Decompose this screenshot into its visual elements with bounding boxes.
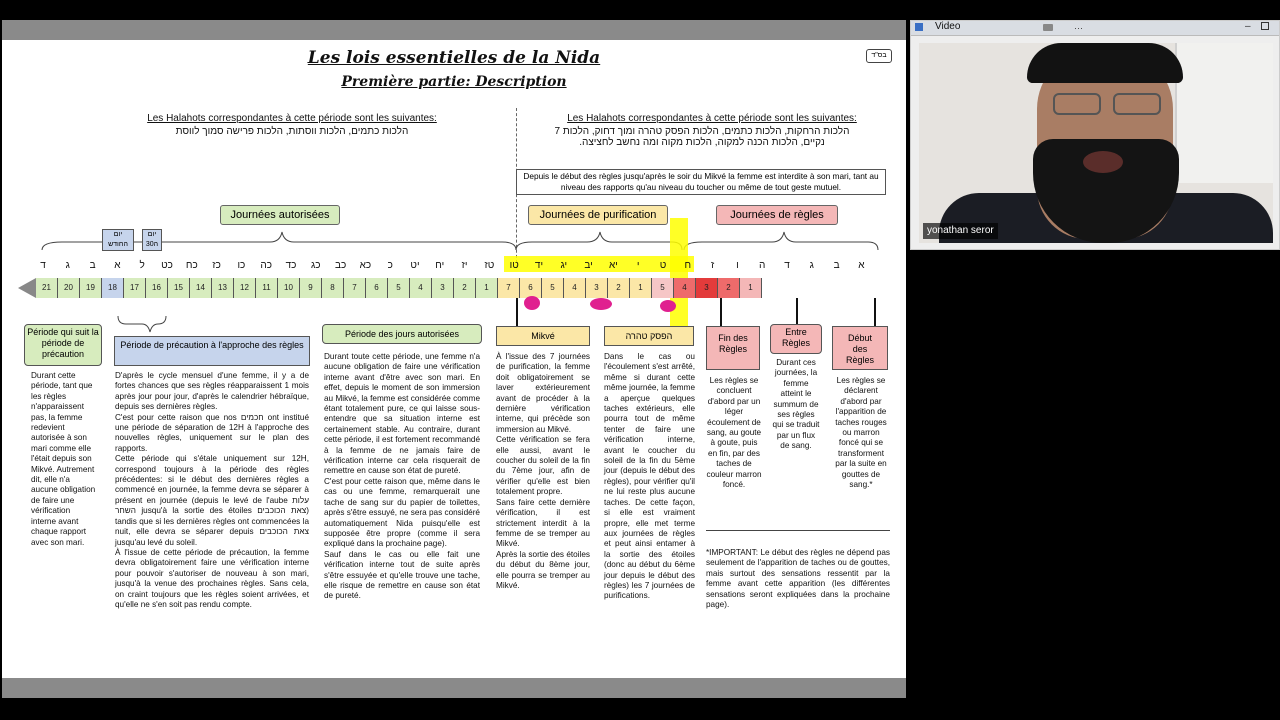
timeline-cell: 15	[168, 278, 190, 298]
timeline-cell: 12	[234, 278, 256, 298]
marker-dot	[590, 298, 612, 310]
timeline-cell: 5	[542, 278, 564, 298]
hebrew-letter: ח	[684, 260, 692, 271]
hebrew-letter: כח	[185, 260, 198, 271]
top-note-box: Depuis le début des règles jusqu'après le soir du Mikvé la femme est interdite à son mari, tant au niveau des rapports qu'au niveau du toucher ou même de tout geste mutuel.	[516, 169, 886, 195]
col-mikve-head: Mikvé	[496, 326, 590, 346]
col-precaution-text: Durant cette période, tant que les règles n'apparaissent pas, la femme redevient autorisée à son mari comme elle l'était depuis son Mikvé. Autrement dit, elle n'a aucune obligation de faire une vérification interne avant chaque rapport avec son mari.	[31, 371, 96, 547]
video-feed	[919, 43, 1273, 243]
page-title: Les lois essentielles de la Nida	[307, 48, 601, 68]
hebrew-letter: טז	[484, 260, 495, 271]
hebrew-letter: יב	[584, 260, 593, 271]
marker-dot	[660, 300, 676, 312]
left-halakhot-hebrew: הלכות כתמים, הלכות ווסתות, הלכות פרישה סמוך לווסת	[175, 126, 409, 137]
hebrew-letter: כד	[285, 260, 297, 271]
timeline-cell: 3	[696, 278, 718, 298]
timeline-cell: 21	[36, 278, 58, 298]
note-separator	[706, 530, 890, 531]
col-entre-head: Entre Règles	[770, 324, 822, 354]
timeline-cell: 19	[80, 278, 102, 298]
timeline-cell: 1	[476, 278, 498, 298]
hebrew-letter: ב	[89, 260, 96, 271]
hebrew-letter: ג	[809, 260, 814, 271]
hebrew-letter: יג	[560, 260, 568, 271]
timeline-cell: 6	[366, 278, 388, 298]
label-journees-autorisees: Journées autorisées	[220, 205, 340, 225]
video-panel[interactable]	[910, 20, 1280, 250]
maximize-icon[interactable]	[1261, 22, 1269, 30]
timeline-cell: 5	[388, 278, 410, 298]
timeline-cell: 7	[344, 278, 366, 298]
col-precaution-head: Période qui suit la période de précaution	[24, 324, 102, 366]
right-halakhot-hebrew: הלכות הרחקות, הלכות כתמים, הלכות הפסק טהרה ומוך דחוק, הלכות 7 נקיים, הלכות הכנה למקוה, הלכות מקוה ומה נחשב לחציצה.	[554, 126, 850, 148]
participant-name: yonathan seror	[923, 223, 998, 239]
col-approche-text: D'après le cycle mensuel d'une femme, il y a de fortes chances que ses règles réapparaissent 1 mois après jour pour jour, d'après le calendrier hébraïque, depuis ses dernières règles. C'est pour cette raison que nos חכמים ont institué une période de séparation de 12H à l'approche des nouvelles règles, uniquement sur le plan des rapports. Cette période qui s'étale uniquement sur 12H, correspond toujours à la période des règles précédentes: si le début des dernières règles a commencé en journée, la femme devra se séparer à présent en journée (depuis le levé de l'aube עלות השחר jusqu'à la sortie des étoiles צאת הכוכבים) tandis que si les dernières règles ont commencées la nuit, elle devra se séparer depuis צאת הכוכבים jusqu'au levé du soleil. À l'issue de cette période de précaution, la femme devra obligatoirement faire une vérification interne pour pouvoir s'autoriser de nouveau à son mari, jusqu'à la venue des prochaines règles. Sans cela, on craint toujours que les règles soient arrivées, et qu'elle ne s'en soit pas rendu compte.	[115, 371, 309, 609]
marker-dot	[524, 296, 540, 310]
slide-panel	[2, 20, 906, 698]
divider-line	[720, 298, 722, 326]
video-title: Video	[935, 21, 961, 32]
tag-yom-hahodesh: יום החודש	[102, 229, 134, 251]
bsd-badge: בס"ד	[866, 49, 892, 63]
page-subtitle: Première partie: Description	[341, 74, 567, 90]
hebrew-letter: ד	[40, 260, 46, 271]
hebrew-letter: כז	[212, 260, 221, 271]
col-autorises-head: Période des jours autorisées	[322, 324, 482, 344]
col-autorises-text: Durant toute cette période, une femme n'a aucune obligation de faire une vérification interne avant d'être avec son mari. En effet, depuis le moment de son immersion au Mikvé, la femme est considérée comme étant totalement pure, ce qui laisse sous-entendre que sa situation interne est certainement stable. Au contraire, durant cette période, il est fortement recommandé à la femme de ne jamais faire de vérification interne car cela risquerait de remettre en cause son état de pureté. C'est pour cette raison que, même dans le cas ou une femme, remarquerait une tache de sang sur du papier de toilettes, après s'être essuyé, ne sera pas considéré automatiquement Nida puisqu'elle est supposée être propre (comme il sera expliqué dans la prochaine page). Sauf dans le cas ou elle fait une vérification interne tout de suite après s'être essuyée et qu'elle trouve une tache, elle risque de remettre en cause son état de pureté.	[324, 352, 480, 601]
hebrew-letter: כו	[237, 260, 246, 271]
hebrew-letter: יא	[608, 260, 618, 271]
timeline-cell: 18	[102, 278, 124, 298]
tag-yom-30: יום ה30	[142, 229, 162, 251]
timeline-cell: 4	[674, 278, 696, 298]
left-halakhot-title: Les Halahots correspondantes à cette période sont les suivantes:	[147, 113, 437, 124]
video-app-icon	[915, 23, 923, 31]
timeline-cell: 4	[564, 278, 586, 298]
hebrew-letter: ל	[139, 260, 145, 271]
hebrew-letter: יז	[461, 260, 468, 271]
timeline-cell: 7	[498, 278, 520, 298]
person-mouth	[1083, 151, 1123, 173]
hebrew-letter: א	[114, 260, 121, 271]
hebrew-letter: ט	[659, 260, 667, 271]
glasses-right	[1113, 93, 1161, 115]
hebrew-letter: כג	[311, 260, 321, 271]
right-halakhot-title: Les Halahots correspondantes à cette période sont les suivantes:	[567, 113, 857, 124]
minimize-icon[interactable]: –	[1245, 21, 1251, 32]
hebrew-letter: כ	[387, 260, 393, 271]
hebrew-letter: יח	[435, 260, 445, 271]
glasses-left	[1053, 93, 1101, 115]
col-fin-head: Fin des Règles	[706, 326, 760, 370]
hebrew-letter: טו	[509, 260, 519, 271]
timeline-cell: 10	[278, 278, 300, 298]
hebrew-letter: א	[858, 260, 865, 271]
hebrew-letter: ז	[710, 260, 715, 271]
person-hair	[1027, 43, 1183, 83]
hebrew-letter: כה	[260, 260, 272, 271]
hebrew-letter: ד	[784, 260, 790, 271]
video-titlebar[interactable]	[911, 21, 1279, 36]
hebrew-letter: ב	[833, 260, 840, 271]
hebrew-letter: ג	[65, 260, 70, 271]
hebrew-letter: כט	[161, 260, 173, 271]
timeline-cell: 14	[190, 278, 212, 298]
slide-bottom-bar	[2, 678, 906, 698]
timeline-cell: 1	[740, 278, 762, 298]
col-approche-head: Période de précaution à l'approche des règles	[114, 336, 310, 366]
hebrew-letter: כא	[359, 260, 372, 271]
more-icon[interactable]: ⋯	[1074, 23, 1083, 33]
label-journees-regles: Journées de règles	[716, 205, 838, 225]
hebrew-letter: י	[636, 260, 640, 271]
timeline-cell: 3	[432, 278, 454, 298]
timeline-cell: 2	[454, 278, 476, 298]
hebrew-letter: כב	[334, 260, 347, 271]
timeline-cell: 17	[124, 278, 146, 298]
col-hefsek-head: הפסק טהרה	[604, 326, 694, 346]
timeline-cell: 20	[58, 278, 80, 298]
hebrew-letter: יט	[410, 260, 420, 271]
video-shelf	[1175, 43, 1273, 183]
divider-line	[874, 298, 876, 326]
important-note: *IMPORTANT: Le début des règles ne dépend pas seulement de l'apparition de taches ou de gouttes, mais surtout des sensations ressentit par la femme avant cette apparition (les différentes sensations seront expliquées dans la prochaine page).	[706, 548, 890, 610]
timeline-cell: 1	[630, 278, 652, 298]
label-journees-purification: Journées de purification	[528, 205, 668, 225]
timeline-cell: 5	[652, 278, 674, 298]
timeline-cell: 8	[322, 278, 344, 298]
col-hefsek-text: Dans le cas ou l'écoulement s'est arrêté, même si durant cette même journée, la femme a aperçue quelques taches extérieurs, elle pourra tout de même tenter de faire une vérification interne, avant le coucher du soleil de la fin du 5ème jour (depuis le début des règles), pour vérifier qu'il ne lui reste plus aucune taches. De cette façon, si elle est vraiment propre, elle met terme aux journées de règles et peut ainsi entamer à la sortie des étoiles (donc au début du 6ème jour depuis le début des règles) les 7 journées de purifications.	[604, 352, 695, 601]
timeline-cell: 2	[608, 278, 630, 298]
timeline-cell: 9	[300, 278, 322, 298]
timeline-cell: 6	[520, 278, 542, 298]
divider-line	[796, 298, 798, 326]
timeline-cell: 2	[718, 278, 740, 298]
timeline-cell: 11	[256, 278, 278, 298]
camera-icon[interactable]	[1043, 24, 1053, 31]
timeline-cell: 3	[586, 278, 608, 298]
hebrew-letter: ו	[736, 260, 739, 271]
timeline-cell: 16	[146, 278, 168, 298]
col-debut-text: Les règles se déclarent d'abord par l'apparition de taches rouges ou marron foncé qui se transforment par la suite en gouttes de sang.*	[835, 376, 887, 490]
timeline-cell: 4	[410, 278, 432, 298]
timeline-arrow-icon	[18, 278, 36, 298]
timeline-cell: 13	[212, 278, 234, 298]
col-debut-head: Début des Règles	[832, 326, 888, 370]
col-entre-text: Durant ces journées, la femme atteint le summum de ses règles qui se traduit par un flux de sang.	[772, 358, 820, 451]
hebrew-letter: יד	[534, 260, 544, 271]
col-mikve-text: À l'issue des 7 journées de purification, la femme doit obligatoirement se laver extérieurement avant de procéder à la dernière vérification interne, qui précède son immersion au Mikvé. Cette vérification se fera elle aussi, avant le coucher du soleil de la fin du 7ème jour, afin de vérifier qu'elle est bien totalement propre. Sans faire cette dernière vérification, il est strictement interdit à la femme de se tremper au Mikvé. Après la sortie des étoiles du début du 8ème jour, elle pourra se tremper au Mikvé.	[496, 352, 590, 590]
hebrew-letter: ה	[759, 260, 766, 271]
col-fin-text: Les règles se concluent d'abord par un léger écoulement de sang, au goute à goute, puis en fin, par des taches de couleur marron foncé.	[706, 376, 762, 490]
